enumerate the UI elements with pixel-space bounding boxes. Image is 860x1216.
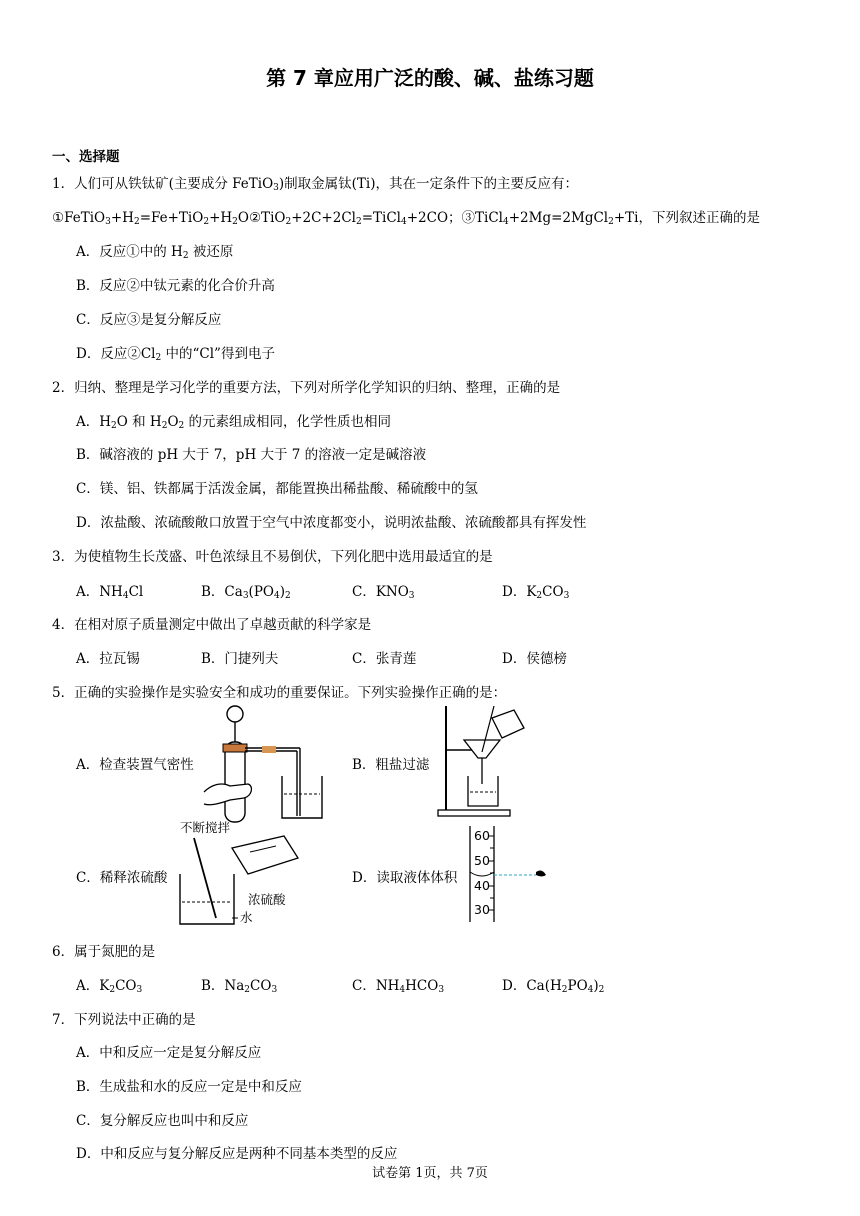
q6-option-b[interactable]: B．$Na_2CO_3$	[201, 978, 278, 995]
q5-option-b[interactable]: B．粗盐过滤	[352, 757, 430, 773]
q5-option-a[interactable]: A．检查装置气密性	[76, 757, 194, 773]
q2-option-d[interactable]: D．浓盐酸、浓硫酸敞口放置于空气中浓度都变小，说明浓盐酸、浓硫酸都具有挥发性	[76, 515, 587, 531]
fig-d-tick-30: 30	[474, 902, 490, 917]
q7-option-c[interactable]: C．复分解反应也叫中和反应	[76, 1113, 249, 1129]
q2-option-a[interactable]: A．$H_2O$ 和 $H_2O_2$ 的元素组成相同，化学性质也相同	[76, 414, 392, 431]
q7-stem: 7．下列说法中正确的是	[52, 1012, 196, 1028]
q2-option-c[interactable]: C．镁、铝、铁都属于活泼金属，都能置换出稀盐酸、稀硫酸中的氢	[76, 481, 478, 497]
q1-reactions: $①FeTiO_3+H_2=Fe+TiO_2+H_2O②TiO_2+2C+2Cl_2=TiCl_4+2CO$；③TiCl$_4$+2Mg=2MgCl$_2$+Ti，下列叙述正确的是	[52, 210, 760, 227]
fig-filtration	[436, 706, 536, 818]
section-heading: 一、选择题	[52, 149, 120, 165]
q1-option-b[interactable]: B．反应②中钛元素的化合价升高	[76, 278, 275, 294]
q2-stem: 2．归纳、整理是学习化学的重要方法，下列对所学化学知识的归纳、整理，正确的是	[52, 380, 561, 396]
q4-option-c[interactable]: C．张青莲	[352, 651, 417, 667]
q6-option-d[interactable]: D．$Ca(H_2PO_4)_2$	[502, 978, 605, 995]
q5-stem: 5．正确的实验操作是实验安全和成功的重要保证。下列实验操作正确的是：	[52, 685, 507, 701]
q4-option-d[interactable]: D．侯德榜	[502, 651, 567, 667]
fig-dilute-acid	[176, 818, 306, 930]
q4-option-a[interactable]: A．拉瓦锡	[76, 651, 140, 667]
fig-d-tick-50: 50	[474, 853, 490, 868]
page-footer: 试卷第 1页，共 7页	[372, 1166, 488, 1181]
fig-c-water-label: 水	[240, 910, 253, 925]
q6-stem: 6．属于氮肥的是	[52, 944, 156, 960]
q4-stem: 4．在相对原子质量测定中做出了卓越贡献的科学家是	[52, 617, 372, 633]
fig-c-acid-label: 浓硫酸	[248, 892, 286, 907]
fig-c-stir-label: 不断搅拌	[180, 820, 231, 835]
q3-option-c[interactable]: C．$KNO_3$	[352, 584, 415, 601]
q7-option-b[interactable]: B．生成盐和水的反应一定是中和反应	[76, 1079, 302, 1095]
q3-option-b[interactable]: B．$Ca_3(PO_4)_2$	[201, 584, 291, 601]
q3-stem: 3．为使植物生长茂盛、叶色浓绿且不易倒伏，下列化肥中选用最适宜的是	[52, 549, 493, 565]
q2-option-b[interactable]: B．碱溶液的 pH 大于 7，pH 大于 7 的溶液一定是碱溶液	[76, 447, 427, 463]
fig-airtight-check	[200, 704, 330, 822]
q1-option-d[interactable]: D．反应$②Cl_2$ 中的“Cl”得到电子	[76, 346, 275, 363]
q6-option-a[interactable]: A．$K_2CO_3$	[76, 978, 143, 995]
q3-option-a[interactable]: A．$NH_4Cl$	[76, 584, 144, 601]
fig-d-tick-40: 40	[474, 878, 490, 893]
q3-option-d[interactable]: D．$K_2CO_3$	[502, 584, 570, 601]
q1-option-a[interactable]: A．反应①中的 $H_2$ 被还原	[76, 244, 234, 261]
fig-d-tick-60: 60	[474, 828, 490, 843]
q5-option-c[interactable]: C．稀释浓硫酸	[76, 870, 168, 886]
page-title: 第 7 章应用广泛的酸、碱、盐练习题	[266, 66, 594, 90]
q1-stem: 1．人们可从铁钛矿(主要成分 FeTiO$_3$)制取金属钛(Ti)，其在一定条件下的主要反应有：	[52, 176, 579, 193]
q7-option-d[interactable]: D．中和反应与复分解反应是两种不同基本类型的反应	[76, 1146, 398, 1162]
q5-option-d[interactable]: D．读取液体体积	[352, 870, 458, 886]
q7-option-a[interactable]: A．中和反应一定是复分解反应	[76, 1045, 262, 1061]
q1-option-c[interactable]: C．反应③是复分解反应	[76, 312, 222, 328]
q4-option-b[interactable]: B．门捷列夫	[201, 651, 279, 667]
q6-option-c[interactable]: C．$NH_4HCO_3$	[352, 978, 445, 995]
fig-read-volume	[466, 826, 556, 924]
